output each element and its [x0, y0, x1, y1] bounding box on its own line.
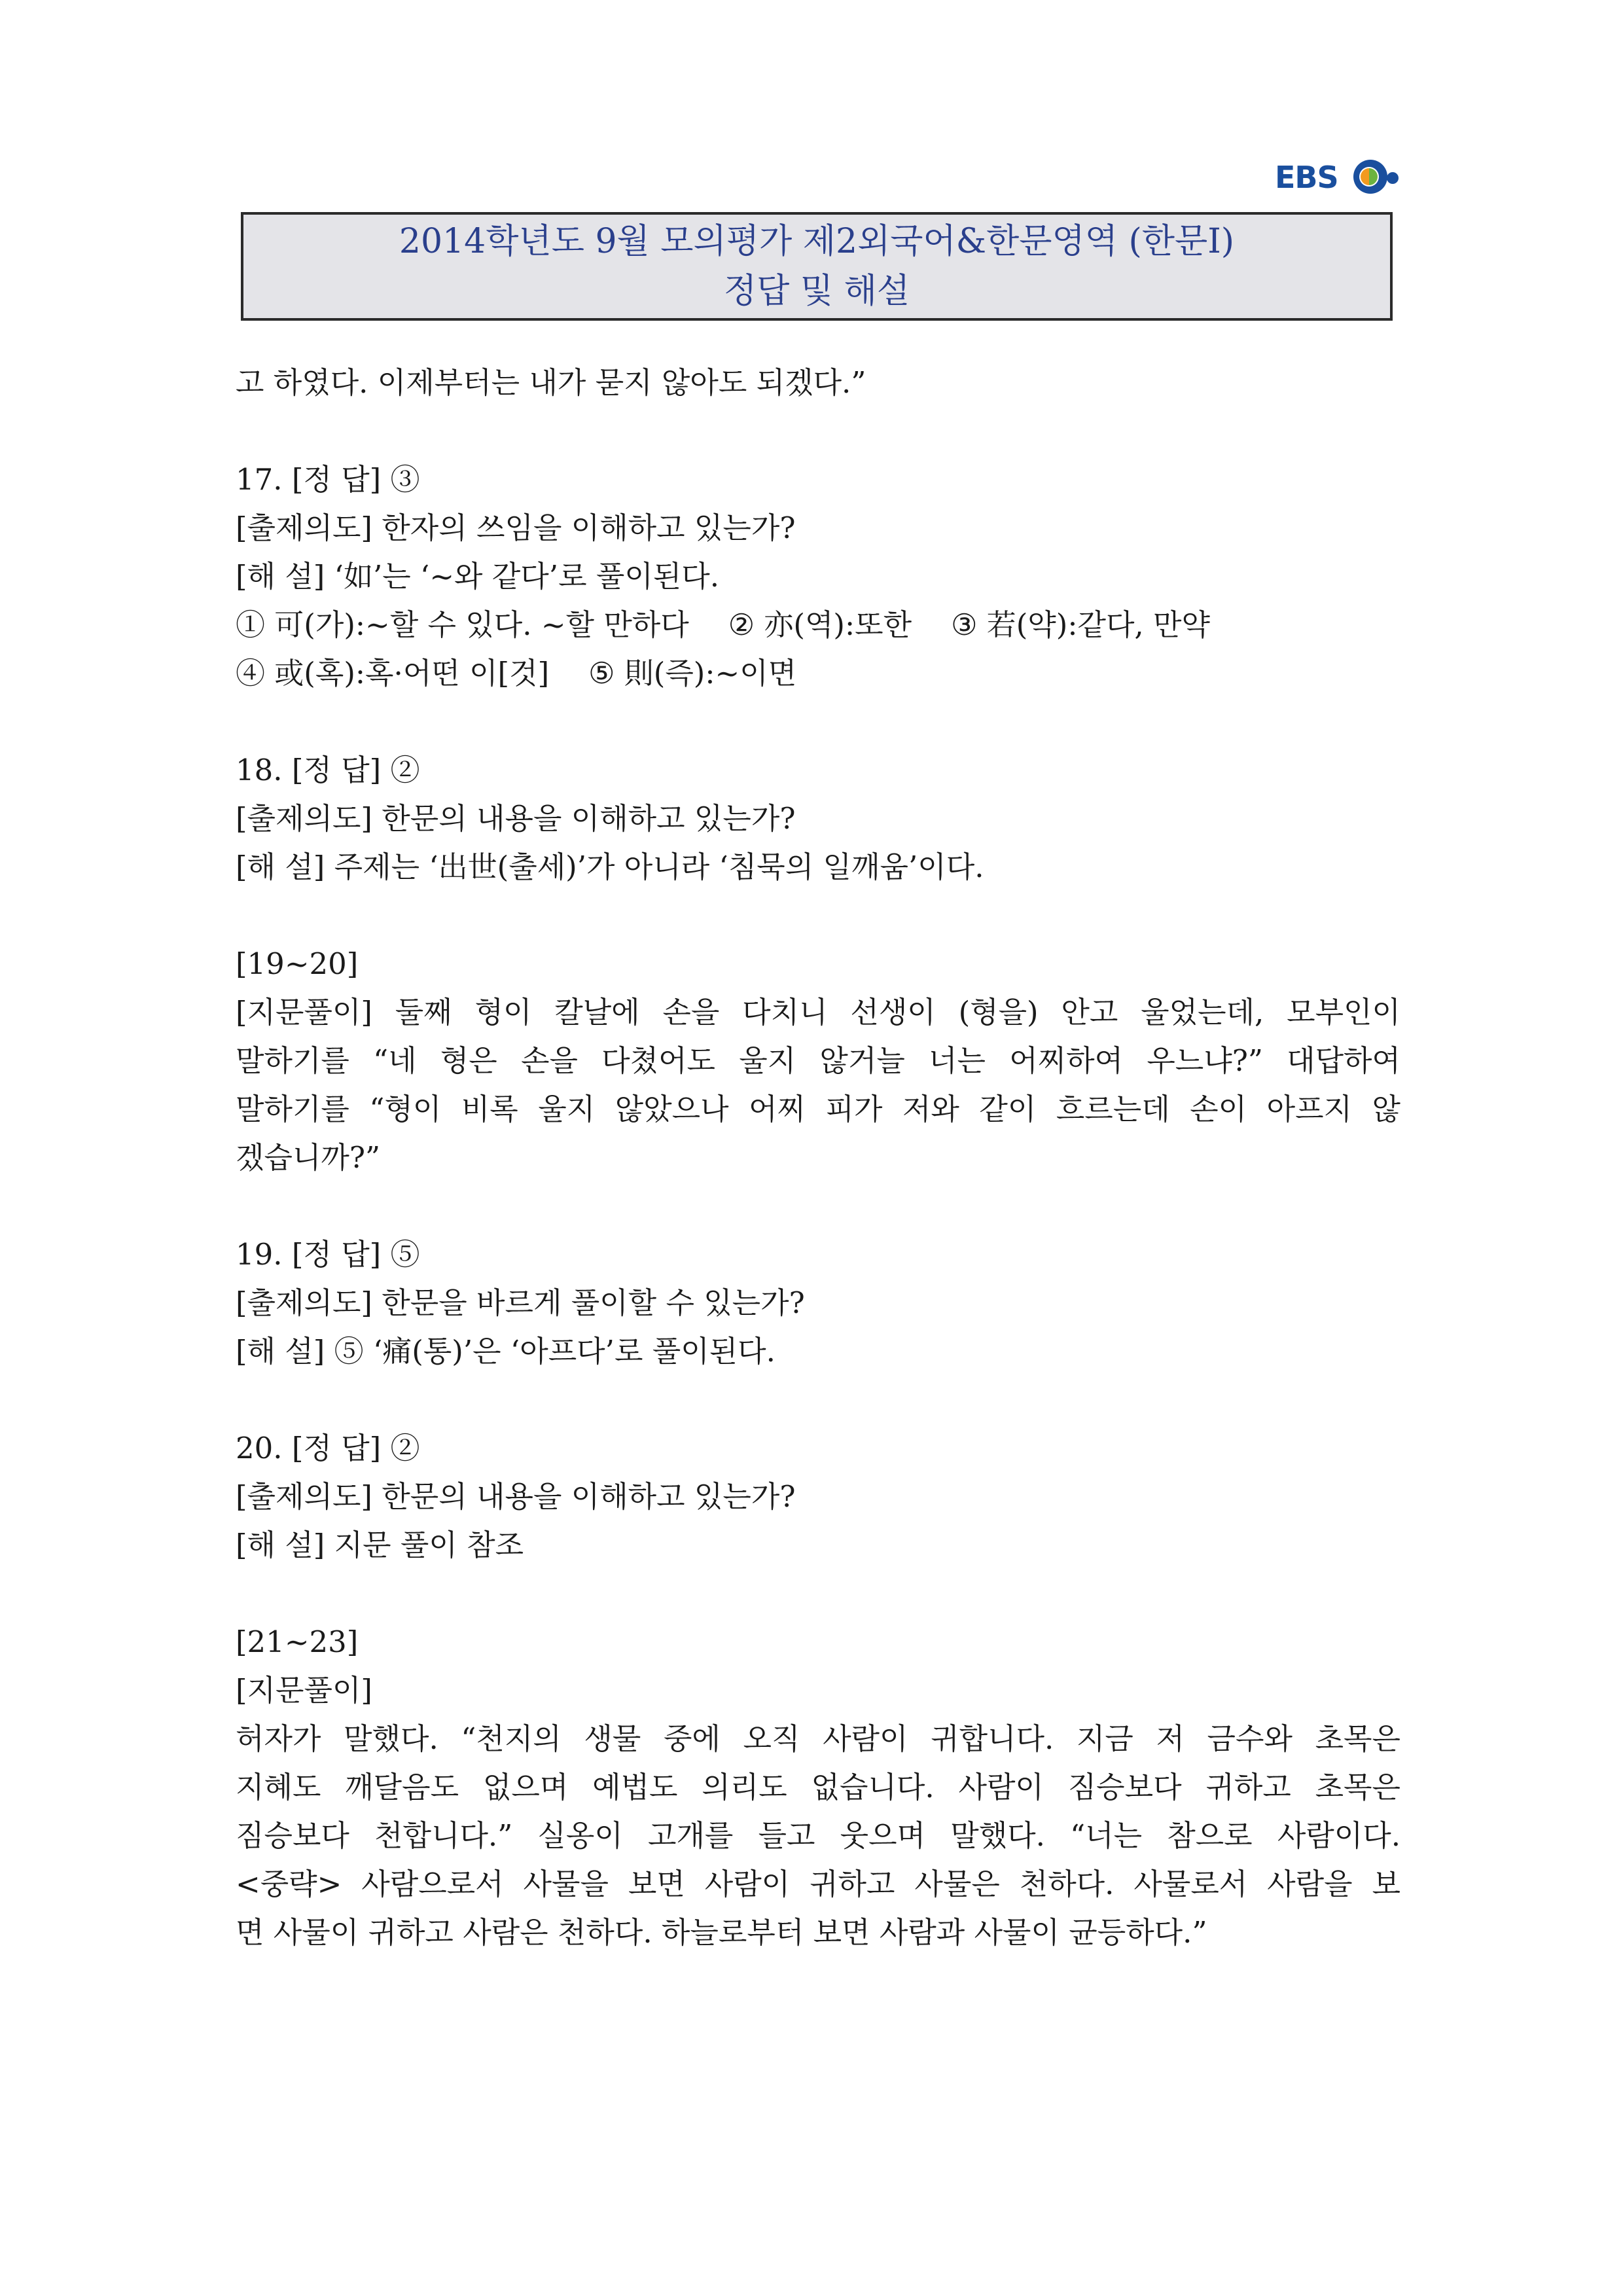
q20-answer: 20. [정 답] ② — [236, 1431, 420, 1465]
passage-19-20-line-3: 말하기를 “형이 비록 울지 않았으나 어찌 피가 저와 같이 흐르는데 손이 아프지 않 — [236, 1092, 1400, 1126]
q19-answer: 19. [정 답] ⑤ — [236, 1237, 420, 1272]
q17-explain: [해 설] ‘如’는 ‘~와 같다’로 풀이된다. — [236, 559, 720, 594]
question-20 — [236, 1424, 1400, 1570]
q19-explain: [해 설] ⑤ ‘痛(통)’은 ‘아프다’로 풀이된다. — [236, 1334, 776, 1369]
q18-answer: 18. [정 답] ② — [236, 753, 420, 787]
passage-19-20 — [236, 940, 1400, 1182]
ebs-logo — [1275, 154, 1399, 202]
intro-block — [236, 359, 1400, 407]
document-body — [236, 359, 1400, 2005]
question-19 — [236, 1230, 1400, 1376]
passage-21-23-line-4: <중략> 사람으로서 사물을 보면 사람이 귀하고 사물은 천하다. 사물로서 사람을 보 — [236, 1867, 1400, 1901]
passage-21-23 — [236, 1618, 1400, 1957]
passage-21-23-line-5: 면 사물이 귀하고 사람은 천하다. 하늘로부터 보면 사람과 사물이 균등하다.” — [236, 1915, 1207, 1950]
passage-21-23-range: [21~23] — [236, 1624, 359, 1659]
q17-option-4: ④ 或(혹):혹·어떤 이[것] — [236, 656, 550, 691]
passage-19-20-range: [19~20] — [236, 946, 359, 981]
passage-21-23-label: [지문풀이] — [236, 1673, 372, 1708]
ebs-logo-icon — [1352, 157, 1399, 199]
passage-21-23-line-1: 허자가 말했다. “천지의 생물 중에 오직 사람이 귀합니다. 지금 저 금수와 초목은 — [236, 1721, 1400, 1756]
q18-intent: [출제의도] 한문의 내용을 이해하고 있는가? — [236, 801, 796, 836]
q17-intent: [출제의도] 한자의 쓰임을 이해하고 있는가? — [236, 511, 796, 545]
document-title: 2014학년도 9월 모의평가 제2외국어&한문영역 (한문I) — [399, 222, 1235, 261]
q18-explain: [해 설] 주제는 ‘出世(출세)’가 아니라 ‘침묵의 일깨움’이다. — [236, 850, 984, 884]
q20-explain: [해 설] 지문 풀이 참조 — [236, 1528, 524, 1562]
q17-option-5: ⑤ 則(즉):~이면 — [588, 656, 797, 691]
title-box — [241, 212, 1393, 321]
question-17 — [236, 456, 1400, 698]
q20-intent: [출제의도] 한문의 내용을 이해하고 있는가? — [236, 1479, 796, 1514]
q17-options-row2 — [236, 649, 1400, 698]
passage-21-23-line-3: 짐승보다 천합니다.” 실옹이 고개를 들고 웃으며 말했다. “너는 참으로 사람이다. — [236, 1818, 1400, 1853]
passage-19-20-line-2: 말하기를 “네 형은 손을 다쳤어도 울지 않거늘 너는 어찌하여 우느냐?” 대답하여 — [236, 1043, 1400, 1078]
q17-option-3: ③ 若(약):같다, 만약 — [951, 607, 1210, 642]
ebs-logo-text: EBS — [1275, 160, 1338, 195]
q17-answer: 17. [정 답] ③ — [236, 462, 420, 497]
q17-options-row1 — [236, 601, 1400, 649]
passage-19-20-line-4: 겠습니까?” — [236, 1140, 381, 1175]
q17-option-2: ② 亦(역):또한 — [728, 607, 912, 642]
q17-option-1: ① 可(가):~할 수 있다. ~할 만하다 — [236, 607, 689, 642]
intro-line: 고 하였다. 이제부터는 내가 묻지 않아도 되겠다.” — [236, 365, 866, 400]
passage-21-23-line-2: 지혜도 깨달음도 없으며 예법도 의리도 없습니다. 사람이 짐승보다 귀하고 초목은 — [236, 1770, 1400, 1804]
q19-intent: [출제의도] 한문을 바르게 풀이할 수 있는가? — [236, 1285, 805, 1320]
passage-19-20-line-1: [지문풀이] 둘째 형이 칼날에 손을 다치니 선생이 (형을) 안고 울었는데, 모부인이 — [236, 995, 1400, 1030]
document-subtitle: 정답 및 해설 — [723, 272, 910, 311]
question-18 — [236, 746, 1400, 891]
